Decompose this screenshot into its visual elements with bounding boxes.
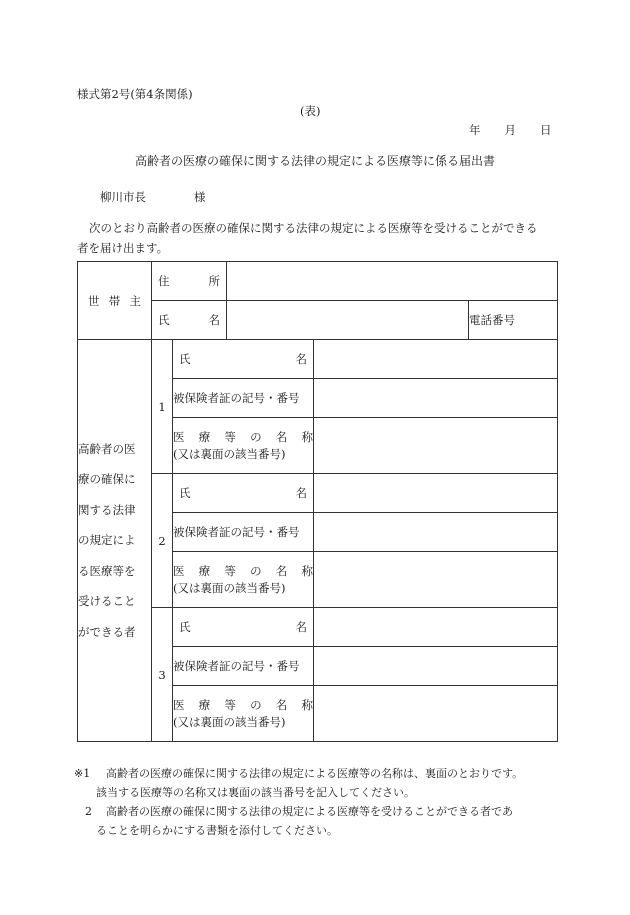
note-1-line-2: 該当する医療等の名称又は裏面の該当番号を記入してください。 (96, 786, 415, 799)
insurance-number-field[interactable] (314, 513, 558, 552)
medical-name-label: 医 療 等 の 名 称 (又は裏面の該当番号) (173, 418, 314, 474)
note-2 (77, 802, 567, 840)
householder-label: 世 帯 主 (78, 262, 152, 340)
note-2-line-2: ることを明らかにする書類を添付してください。 (96, 824, 338, 837)
document-title: 高齢者の医療の確保に関する法律の規定による医療等に係る届出書 (134, 154, 495, 168)
note-1-line-1: 高齢者の医療の確保に関する法律の規定による医療等の名称は、裏面のとおりです。 (106, 767, 524, 780)
phone-label: 電話番号 (469, 301, 558, 340)
addressee-honorific: 様 (194, 190, 206, 204)
medical-name-label: 医 療 等 の 名 称 (又は裏面の該当番号) (173, 686, 314, 742)
insurance-number-field[interactable] (314, 379, 558, 418)
date-month-label: 月 (504, 123, 516, 137)
eligible-person-label: 高齢者の医 療の確保に 関する法律 の規定によ る医療等を 受けること ができる者 (78, 340, 152, 742)
person-name-label: 氏 名 (173, 340, 314, 379)
intro-line-1: 次のとおり高齢者の医療の確保に関する法律の規定による医療等を受けることができる (89, 221, 538, 235)
person-number: 3 (152, 608, 173, 742)
person-name-label: 氏 名 (173, 608, 314, 647)
intro-line-2: 者を届け出ます。 (77, 241, 169, 255)
insurance-number-field[interactable] (314, 647, 558, 686)
householder-address-field[interactable] (227, 262, 558, 301)
person-name-label: 氏 名 (173, 474, 314, 513)
declaration-form-table (77, 261, 558, 742)
householder-name-label: 氏 名 (152, 301, 227, 340)
note-2-mark: 2 (85, 805, 92, 818)
notes (74, 764, 567, 840)
insurance-number-label: 被保険者証の記号・番号 (173, 379, 314, 418)
householder-name-field[interactable] (227, 301, 469, 340)
insurance-number-label: 被保険者証の記号・番号 (173, 647, 314, 686)
person-number: 1 (152, 340, 173, 474)
note-1-mark: ※1 (74, 767, 91, 780)
date-day-label: 日 (540, 123, 552, 137)
addressee-mayor: 柳川市長 (100, 190, 146, 204)
note-2-line-1: 高齢者の医療の確保に関する法律の規定による医療等を受けることができる者であ (106, 805, 513, 818)
medical-name-label: 医 療 等 の 名 称 (又は裏面の該当番号) (173, 552, 314, 608)
front-side-label: (表) (300, 104, 321, 118)
address-label: 住 所 (152, 262, 227, 301)
date-year-label: 年 (469, 123, 481, 137)
person-name-field[interactable] (314, 608, 558, 647)
form-number: 様式第2号(第4条関係) (77, 87, 193, 101)
medical-name-field[interactable] (314, 686, 558, 742)
person-name-field[interactable] (314, 340, 558, 379)
intro-text (77, 218, 557, 258)
insurance-number-label: 被保険者証の記号・番号 (173, 513, 314, 552)
person-number: 2 (152, 474, 173, 608)
date-row (443, 123, 552, 138)
medical-name-field[interactable] (314, 418, 558, 474)
medical-name-field[interactable] (314, 552, 558, 608)
person-name-field[interactable] (314, 474, 558, 513)
note-1 (74, 764, 567, 802)
addressee (100, 190, 206, 205)
